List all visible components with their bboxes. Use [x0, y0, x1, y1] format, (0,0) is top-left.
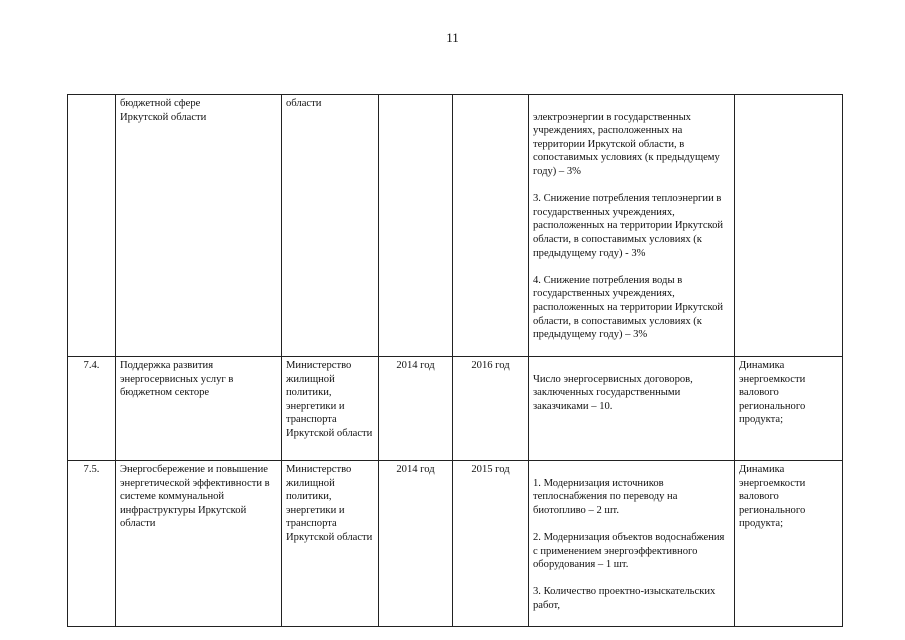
indicator-item: 3. Снижение потребления теплоэнергии в государственных учреждениях, расположенных на территории Иркутской области, в сопоставимых условиях (к предыдущему году) - 3% — [533, 193, 724, 259]
executor: области — [282, 95, 379, 357]
measure-name: Энергосбережение и повышение энергетической эффективности в системе коммунальной инфраструктуры Иркутской области — [116, 461, 282, 627]
indicator-item: Число энергосервисных договоров, заключенных государственными заказчиками – 10. — [533, 373, 693, 412]
target-indicator: Динамика энергоемкости валового регионального продукта; — [735, 357, 843, 461]
start-year: 2014 год — [379, 357, 453, 461]
indicators-cell — [529, 461, 735, 627]
measure-name: бюджетной сфере Иркутской области — [116, 95, 282, 357]
indicator-item: 1. Модернизация источников теплоснабжения по переводу на биотопливо – 2 шт. — [533, 477, 678, 516]
indicators-cell — [529, 95, 735, 357]
measure-name: Поддержка развития энергосервисных услуг в бюджетном секторе — [116, 357, 282, 461]
start-year: 2014 год — [379, 461, 453, 627]
table-row — [68, 357, 843, 461]
start-year — [379, 95, 453, 357]
measures-table — [67, 94, 843, 627]
row-number — [68, 95, 116, 357]
end-year — [453, 95, 529, 357]
end-year: 2016 год — [453, 357, 529, 461]
end-year: 2015 год — [453, 461, 529, 627]
table-row — [68, 461, 843, 627]
row-number: 7.5. — [68, 461, 116, 627]
executor: Министерство жилищной политики, энергетики и транспорта Иркутской области — [282, 357, 379, 461]
executor: Министерство жилищной политики, энергетики и транспорта Иркутской области — [282, 461, 379, 627]
indicator-item: электроэнергии в государственных учреждениях, расположенных на территории Иркутской области, в сопоставимых условиях (к предыдущему году) – 3% — [533, 111, 720, 177]
indicator-item: 3. Количество проектно-изыскательских работ, — [533, 586, 716, 611]
target-indicator: Динамика энергоемкости валового регионального продукта; — [735, 461, 843, 627]
row-number: 7.4. — [68, 357, 116, 461]
indicator-item: 4. Снижение потребления воды в государственных учреждениях, расположенных на территории Иркутской области, в сопоставимых условиях (к предыдущему году) – 3% — [533, 274, 724, 341]
page-number: 11 — [446, 30, 459, 45]
table-row — [68, 95, 843, 357]
target-indicator — [735, 95, 843, 357]
indicators-cell — [529, 357, 735, 461]
indicator-item: 2. Модернизация объектов водоснабжения с применением энергоэффективного оборудования – 1 шт. — [533, 531, 725, 571]
